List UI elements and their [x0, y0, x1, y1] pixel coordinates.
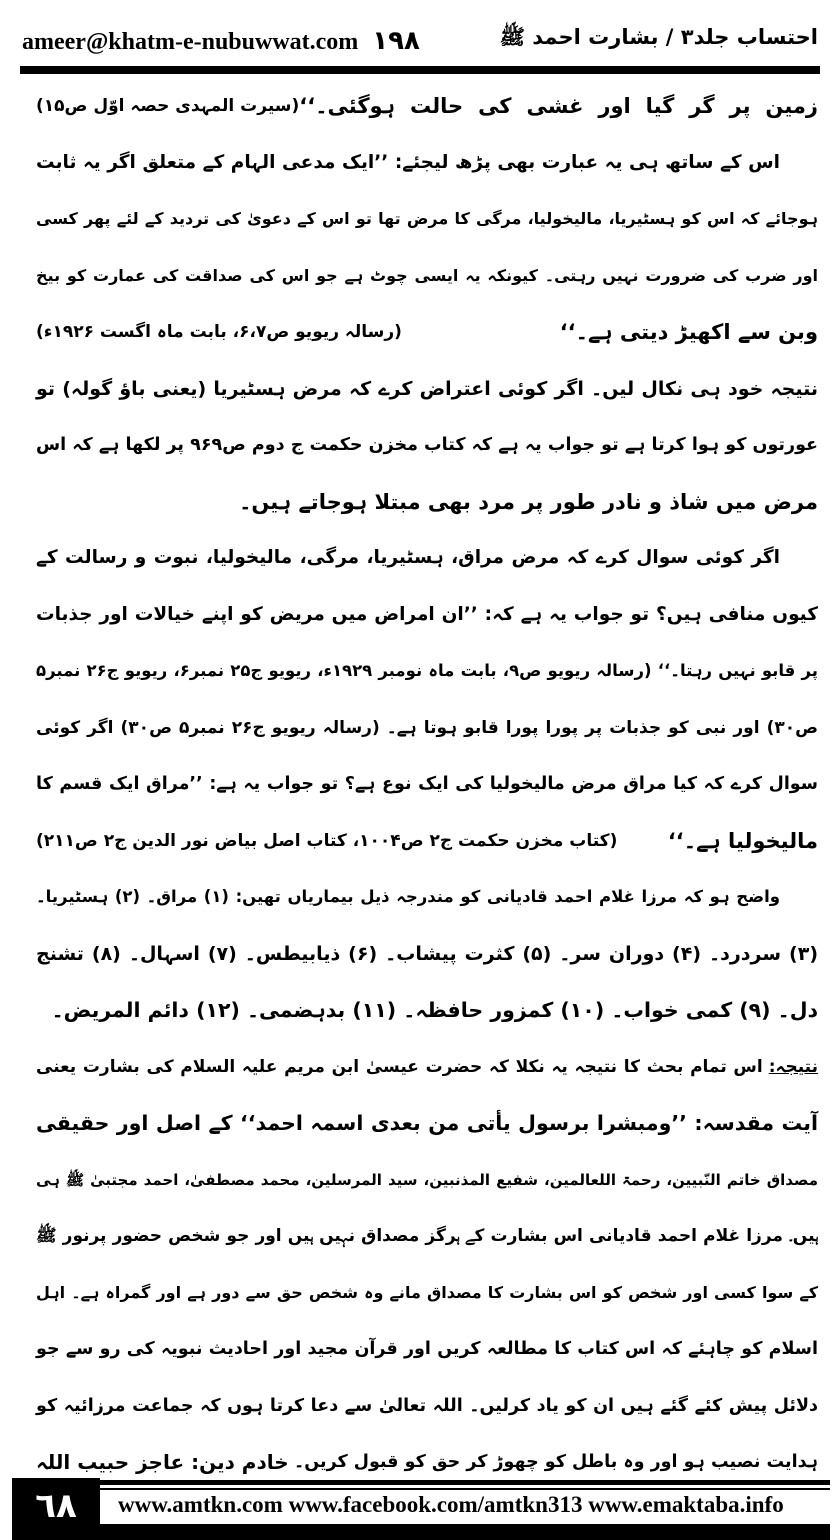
line-text: واضح ہو کہ مرزا غلام احمد قادیانی کو مندرجہ ذیل بیماریاں تھیں: (۱) مراق۔ (۲) ہسٹیریا۔	[36, 887, 780, 907]
line-text: ہوجائے کہ اس کو ہسٹیریا، مالیخولیا، مرگی کا مرض تھا تو اس کے دعویٰ کی تردید کے لئے پھر کسی	[36, 209, 818, 229]
line-text: ہیں۔ مرزا غلام احمد قادیانی اس بشارت کے ہرگز مصداق نہیں ہیں اور جو شخص حضور پرنور ﷺ	[36, 1226, 818, 1247]
page-body	[36, 78, 818, 1491]
text-line	[36, 304, 818, 361]
line-text: سوال کرے کہ کیا مراق مرض مالیخولیا کی ایک نوع ہے؟ تو جواب یہ ہے: ’’مراق ایک قسم کا	[36, 774, 818, 795]
text-line	[36, 700, 818, 757]
citation: (رسالہ ریویو ص۶،۷، بابت ماہ اگست ۱۹۲۶ء)	[36, 322, 402, 343]
text-line	[36, 1378, 818, 1435]
text-line	[36, 1265, 818, 1322]
author-signature: خادم دین: عاجز حبیب اللہ	[36, 1450, 289, 1475]
line-text: ص۳۰) اور نبی کو جذبات پر پورا پورا قابو ہوتا ہے۔ (رسالہ ریویو ج۲۶ نمبر۵ ص۳۰) اگر کوئی	[36, 717, 818, 738]
text-line	[36, 813, 818, 870]
line-text: اور ضرب کی ضرورت نہیں رہتی۔ کیونکہ یہ ایسی چوٹ ہے جو اس کی صداقت کی عمارت کو بیخ	[36, 265, 818, 285]
line-text: کیوں منافی ہیں؟ تو جواب یہ ہے کہ: ’’ان امراض میں مریض کو اپنے خیالات اور جذبات	[36, 603, 818, 625]
text-line	[36, 1152, 818, 1209]
text-line	[36, 982, 818, 1039]
text-line	[36, 78, 818, 135]
line-text: ہدایت نصیب ہو اور وہ باطل کو چھوڑ کر حق کو قبول کریں۔	[294, 1452, 818, 1473]
line-text: کے سوا کسی اور شخص کو اس بشارت کا مصداق مانے وہ شخص حق سے دور ہے اور گمراہ ہے۔ اہل	[36, 1282, 818, 1302]
line-text: اسلام کو چاہئے کہ اس کتاب کا مطالعہ کریں اور قرآن مجید اور احادیث نبویہ کی رو سے جو	[36, 1339, 818, 1360]
line-text: مصداق خاتم النّبیین، رحمۃ اللعالمین، شفیع المذنبین، سید المرسلین، محمد مصطفیٰ، احمد مجتبیٰ ﷺ ہی	[36, 1170, 818, 1189]
conclusion-label: نتیجہ:	[768, 1056, 818, 1077]
text-line	[36, 869, 818, 926]
line-text: دلائل پیش کئے گئے ہیں ان کو یاد کرلیں۔ اللہ تعالیٰ سے دعا کرتا ہوں کہ جماعت مرزائیہ کو	[36, 1395, 818, 1416]
text-line	[36, 530, 818, 587]
line-text: آیت مقدسہ: ’’ومبشرا برسول یأتی من بعدی اسمہ احمد‘‘ کے اصل اور حقیقی	[36, 1111, 818, 1136]
line-text: دل۔ (۹) کمی خواب۔ (۱۰) کمزور حافظہ۔ (۱۱) بدہضمی۔ (۱۲) دائم المریض۔	[51, 998, 818, 1023]
text-line	[36, 361, 818, 418]
footer-rule-thick	[100, 1480, 830, 1485]
line-text: پر قابو نہیں رہتا۔‘‘ (رسالہ ریویو ص۹، بابت ماہ نومبر ۱۹۲۹ء، ریویو ج۲۵ نمبر۶، ریویو ج۲۶ نمبر۵	[36, 661, 818, 681]
header-left	[22, 26, 420, 56]
footer-urls: www.amtkn.com www.facebook.com/amtkn313 www.emaktaba.info	[118, 1492, 784, 1517]
header-book-title: احتساب جلد۳ / بشارت احمد ﷺ	[499, 25, 818, 49]
citation: (سیرت المہدی حصہ اوّل ص۱۵)	[36, 96, 300, 117]
text-line	[36, 417, 818, 474]
footer-rule-thin	[100, 1488, 830, 1490]
text-line	[36, 587, 818, 644]
text-line	[36, 474, 818, 531]
footer-page-number: ٦٨	[12, 1478, 100, 1540]
text-line	[36, 756, 818, 813]
line-text: اس کے ساتھ ہی یہ عبارت بھی پڑھ لیجئے: ’’ایک مدعی الہام کے متعلق اگر یہ ثابت	[36, 151, 780, 173]
line-text: مالیخولیا ہے۔‘‘	[667, 828, 818, 853]
text-line	[36, 926, 818, 983]
text-line	[36, 135, 818, 192]
line-text: اس تمام بحث کا نتیجہ یہ نکلا کہ حضرت عیسیٰ ابن مریم علیہ السلام کی بشارت یعنی	[36, 1056, 763, 1077]
citation: (کتاب مخزن حکمت ج۲ ص۱۰۰۴، کتاب اصل بیاض نور الدین ج۲ ص۲۱۱)	[36, 830, 618, 851]
line-text: مرض میں شاذ و نادر طور پر مرد بھی مبتلا ہوجاتے ہیں۔	[239, 489, 818, 514]
footer-bar	[100, 1524, 830, 1540]
text-line	[36, 1208, 818, 1265]
header-email: ameer@khatm-e-nubuwwat.com	[22, 29, 359, 55]
header-rule	[20, 66, 820, 74]
line-text: (۳) سردرد۔ (۴) دوران سر۔ (۵) کثرت پیشاب۔ (۶) ذیابیطس۔ (۷) اسہال۔ (۸) تشنج	[36, 942, 818, 965]
text-line	[36, 1039, 818, 1096]
line-text: وبن سے اکھیڑ دیتی ہے۔‘‘	[559, 320, 818, 345]
line-text: اگر کوئی سوال کرے کہ مرض مراق، ہسٹیریا، مرگی، مالیخولیا، نبوت و رسالت کے	[36, 547, 780, 569]
text-line	[36, 1095, 818, 1152]
header-page-number: ۱۹۸	[372, 26, 420, 56]
text-line	[36, 643, 818, 700]
line-text: نتیجہ خود ہی نکال لیں۔ اگر کوئی اعتراض کرے کہ مرض ہسٹیریا (یعنی باؤ گولہ) تو	[36, 377, 818, 400]
text-line	[36, 248, 818, 305]
line-text: زمین پر گر گیا اور غشی کی حالت ہوگئی۔‘‘	[299, 94, 818, 119]
text-line	[36, 191, 818, 248]
line-text: عورتوں کو ہوا کرتا ہے تو جواب یہ ہے کہ کتاب مخزن حکمت ج دوم ص۹۶۹ پر لکھا ہے کہ اس	[36, 435, 818, 456]
text-line	[36, 1321, 818, 1378]
